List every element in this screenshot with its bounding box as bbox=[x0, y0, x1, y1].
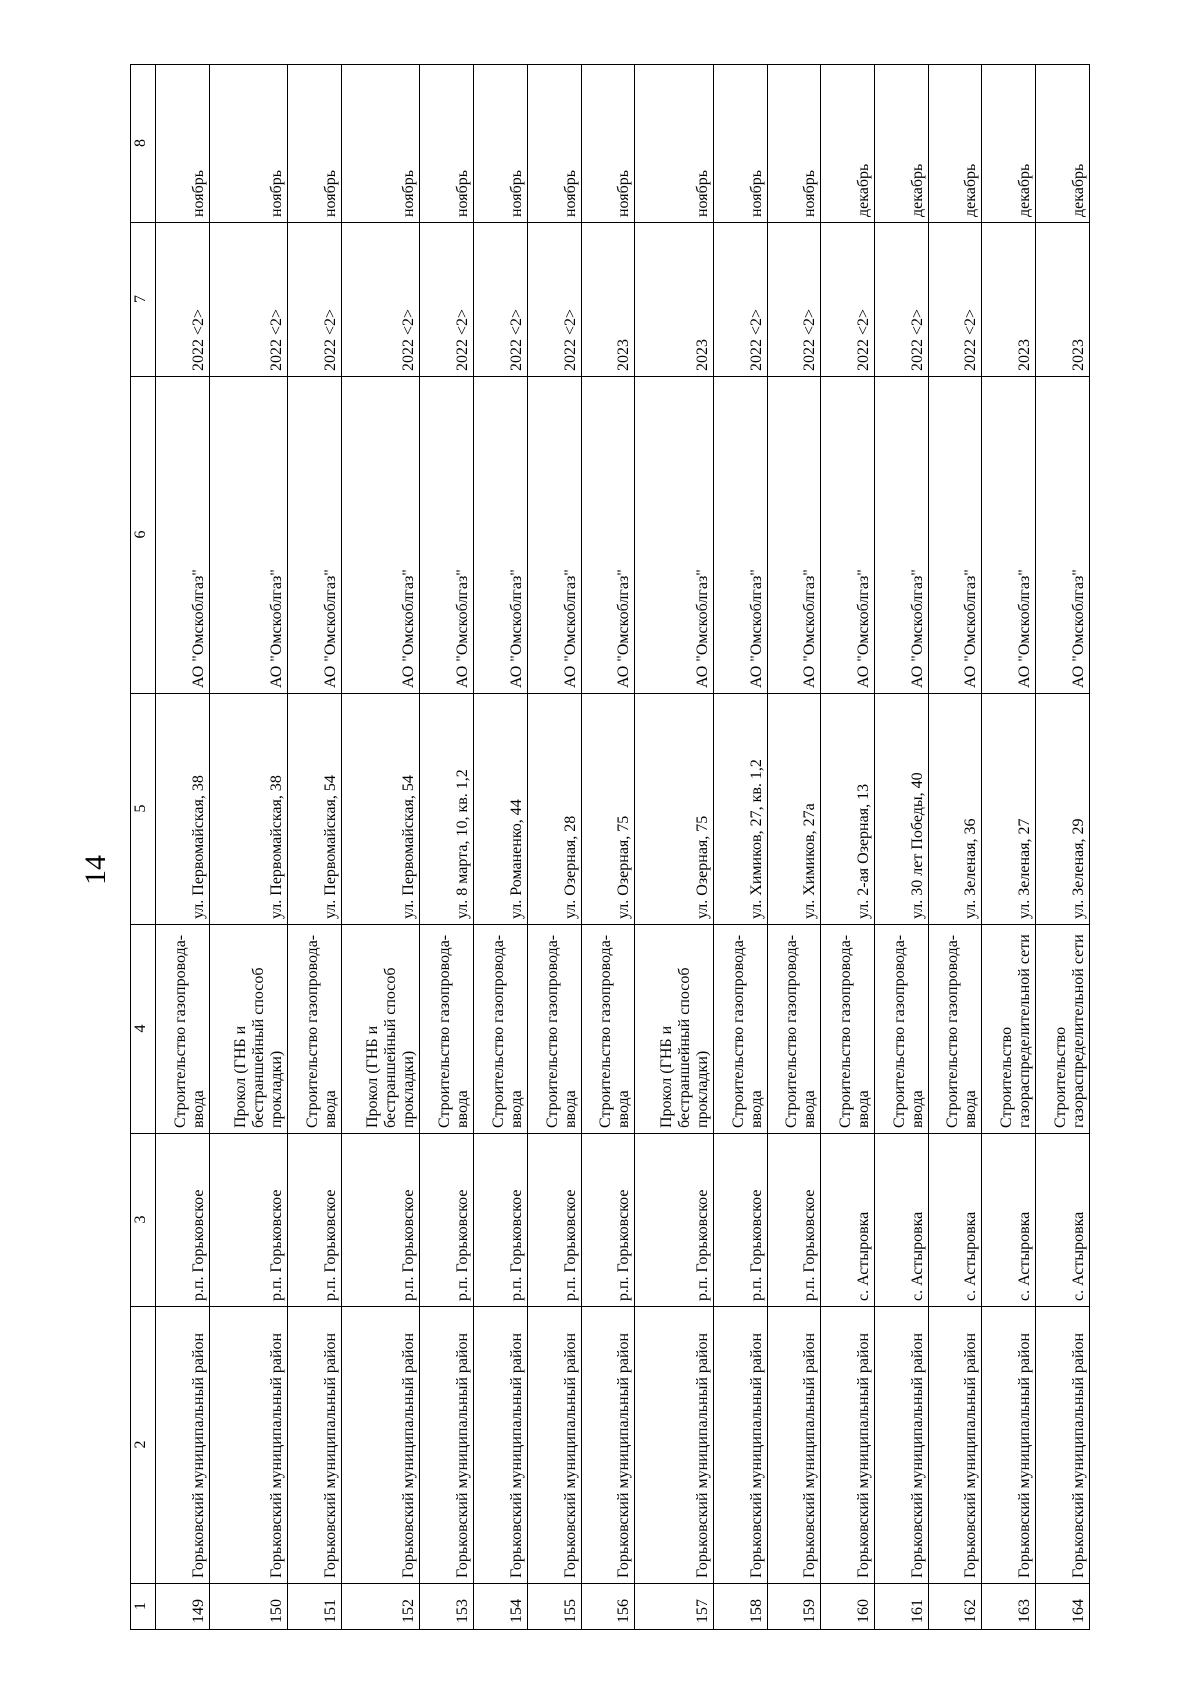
address-cell: ул. Озерная, 28 bbox=[527, 694, 581, 925]
row-number: 163 bbox=[982, 1584, 1036, 1630]
month-cell: ноябрь bbox=[635, 65, 714, 223]
header-cell: 7 bbox=[131, 223, 156, 377]
settlement-cell: р.п. Горьковское bbox=[527, 1134, 581, 1307]
district-cell: Горьковский муниципальный район bbox=[767, 1307, 821, 1584]
table-row bbox=[821, 65, 875, 1630]
year-cell: 2023 bbox=[982, 223, 1036, 377]
month-cell: ноябрь bbox=[713, 65, 767, 223]
organization-cell: АО "Омскоблгаз" bbox=[156, 377, 210, 694]
year-cell: 2023 bbox=[635, 223, 714, 377]
year-cell: 2022 <2> bbox=[767, 223, 821, 377]
settlement-cell: р.п. Горьковское bbox=[767, 1134, 821, 1307]
district-cell: Горьковский муниципальный район bbox=[1036, 1307, 1090, 1584]
settlement-cell: р.п. Горьковское bbox=[156, 1134, 210, 1307]
year-cell: 2022 <2> bbox=[341, 223, 420, 377]
district-cell: Горьковский муниципальный район bbox=[581, 1307, 635, 1584]
work-type-cell: Прокол (ГНБ и бестраншейный способ прокладки) bbox=[209, 925, 288, 1134]
settlement-cell: р.п. Горьковское bbox=[635, 1134, 714, 1307]
table-row bbox=[982, 65, 1036, 1630]
organization-cell: АО "Омскоблгаз" bbox=[581, 377, 635, 694]
work-type-cell: Строительство газопровода-ввода bbox=[767, 925, 821, 1134]
organization-cell: АО "Омскоблгаз" bbox=[875, 377, 929, 694]
work-type-cell: Строительство газораспределительной сети bbox=[982, 925, 1036, 1134]
month-cell: ноябрь bbox=[341, 65, 420, 223]
settlement-cell: с. Астыровка bbox=[928, 1134, 982, 1307]
header-cell: 5 bbox=[131, 694, 156, 925]
header-cell: 6 bbox=[131, 377, 156, 694]
table-row bbox=[635, 65, 714, 1630]
district-cell: Горьковский муниципальный район bbox=[713, 1307, 767, 1584]
month-cell: декабрь bbox=[982, 65, 1036, 223]
district-cell: Горьковский муниципальный район bbox=[474, 1307, 528, 1584]
month-cell: ноябрь bbox=[156, 65, 210, 223]
year-cell: 2022 <2> bbox=[156, 223, 210, 377]
table-row bbox=[1036, 65, 1090, 1630]
settlement-cell: р.п. Горьковское bbox=[420, 1134, 474, 1307]
month-cell: декабрь bbox=[875, 65, 929, 223]
month-cell: декабрь bbox=[928, 65, 982, 223]
year-cell: 2022 <2> bbox=[713, 223, 767, 377]
month-cell: ноябрь bbox=[209, 65, 288, 223]
district-cell: Горьковский муниципальный район bbox=[821, 1307, 875, 1584]
organization-cell: АО "Омскоблгаз" bbox=[420, 377, 474, 694]
month-cell: ноябрь bbox=[581, 65, 635, 223]
row-number: 150 bbox=[209, 1584, 288, 1630]
header-cell: 4 bbox=[131, 925, 156, 1134]
settlement-cell: р.п. Горьковское bbox=[581, 1134, 635, 1307]
address-cell: ул. Зеленая, 29 bbox=[1036, 694, 1090, 925]
gasification-schedule-table bbox=[130, 64, 1090, 1630]
table-row bbox=[713, 65, 767, 1630]
table-row bbox=[581, 65, 635, 1630]
work-type-cell: Строительство газопровода-ввода bbox=[581, 925, 635, 1134]
work-type-cell: Строительство газопровода-ввода bbox=[713, 925, 767, 1134]
district-cell: Горьковский муниципальный район bbox=[982, 1307, 1036, 1584]
organization-cell: АО "Омскоблгаз" bbox=[928, 377, 982, 694]
district-cell: Горьковский муниципальный район bbox=[156, 1307, 210, 1584]
year-cell: 2022 <2> bbox=[875, 223, 929, 377]
settlement-cell: р.п. Горьковское bbox=[288, 1134, 342, 1307]
organization-cell: АО "Омскоблгаз" bbox=[1036, 377, 1090, 694]
organization-cell: АО "Омскоблгаз" bbox=[635, 377, 714, 694]
settlement-cell: с. Астыровка bbox=[821, 1134, 875, 1307]
organization-cell: АО "Омскоблгаз" bbox=[474, 377, 528, 694]
work-type-cell: Строительство газопровода-ввода bbox=[527, 925, 581, 1134]
address-cell: ул. Химиков, 27, кв. 1,2 bbox=[713, 694, 767, 925]
district-cell: Горьковский муниципальный район bbox=[341, 1307, 420, 1584]
district-cell: Горьковский муниципальный район bbox=[875, 1307, 929, 1584]
address-cell: ул. Первомайская, 38 bbox=[209, 694, 288, 925]
month-cell: ноябрь bbox=[474, 65, 528, 223]
header-cell: 8 bbox=[131, 65, 156, 223]
table-row bbox=[209, 65, 288, 1630]
organization-cell: АО "Омскоблгаз" bbox=[713, 377, 767, 694]
settlement-cell: р.п. Горьковское bbox=[209, 1134, 288, 1307]
year-cell: 2022 <2> bbox=[420, 223, 474, 377]
row-number: 149 bbox=[156, 1584, 210, 1630]
rotated-table-container bbox=[130, 65, 1090, 1630]
row-number: 159 bbox=[767, 1584, 821, 1630]
address-cell: ул. Первомайская, 38 bbox=[156, 694, 210, 925]
year-cell: 2022 <2> bbox=[474, 223, 528, 377]
row-number: 154 bbox=[474, 1584, 528, 1630]
month-cell: ноябрь bbox=[527, 65, 581, 223]
organization-cell: АО "Омскоблгаз" bbox=[288, 377, 342, 694]
month-cell: ноябрь bbox=[420, 65, 474, 223]
settlement-cell: с. Астыровка bbox=[1036, 1134, 1090, 1307]
year-cell: 2022 <2> bbox=[928, 223, 982, 377]
month-cell: ноябрь bbox=[767, 65, 821, 223]
address-cell: ул. Химиков, 27а bbox=[767, 694, 821, 925]
work-type-cell: Строительство газопровода-ввода bbox=[420, 925, 474, 1134]
header-row bbox=[131, 65, 156, 1630]
settlement-cell: р.п. Горьковское bbox=[474, 1134, 528, 1307]
address-cell: ул. Озерная, 75 bbox=[635, 694, 714, 925]
address-cell: ул. Зеленая, 27 bbox=[982, 694, 1036, 925]
settlement-cell: с. Астыровка bbox=[982, 1134, 1036, 1307]
year-cell: 2023 bbox=[1036, 223, 1090, 377]
work-type-cell: Строительство газопровода-ввода bbox=[821, 925, 875, 1134]
month-cell: декабрь bbox=[821, 65, 875, 223]
work-type-cell: Строительство газопровода-ввода bbox=[474, 925, 528, 1134]
district-cell: Горьковский муниципальный район bbox=[635, 1307, 714, 1584]
settlement-cell: р.п. Горьковское bbox=[713, 1134, 767, 1307]
page-number: 14 bbox=[79, 855, 112, 885]
work-type-cell: Строительство газопровода-ввода bbox=[928, 925, 982, 1134]
organization-cell: АО "Омскоблгаз" bbox=[821, 377, 875, 694]
work-type-cell: Строительство газопровода-ввода bbox=[875, 925, 929, 1134]
year-cell: 2022 <2> bbox=[288, 223, 342, 377]
address-cell: ул. 8 марта, 10, кв. 1,2 bbox=[420, 694, 474, 925]
organization-cell: АО "Омскоблгаз" bbox=[209, 377, 288, 694]
table-row bbox=[767, 65, 821, 1630]
district-cell: Горьковский муниципальный район bbox=[209, 1307, 288, 1584]
row-number: 164 bbox=[1036, 1584, 1090, 1630]
year-cell: 2023 bbox=[581, 223, 635, 377]
month-cell: декабрь bbox=[1036, 65, 1090, 223]
table-row bbox=[288, 65, 342, 1630]
table-row bbox=[156, 65, 210, 1630]
organization-cell: АО "Омскоблгаз" bbox=[767, 377, 821, 694]
year-cell: 2022 <2> bbox=[209, 223, 288, 377]
row-number: 162 bbox=[928, 1584, 982, 1630]
row-number: 161 bbox=[875, 1584, 929, 1630]
row-number: 157 bbox=[635, 1584, 714, 1630]
address-cell: ул. Зеленая, 36 bbox=[928, 694, 982, 925]
row-number: 153 bbox=[420, 1584, 474, 1630]
row-number: 158 bbox=[713, 1584, 767, 1630]
organization-cell: АО "Омскоблгаз" bbox=[527, 377, 581, 694]
header-cell: 2 bbox=[131, 1307, 156, 1584]
district-cell: Горьковский муниципальный район bbox=[527, 1307, 581, 1584]
table-row bbox=[875, 65, 929, 1630]
row-number: 156 bbox=[581, 1584, 635, 1630]
row-number: 160 bbox=[821, 1584, 875, 1630]
row-number: 151 bbox=[288, 1584, 342, 1630]
year-cell: 2022 <2> bbox=[821, 223, 875, 377]
organization-cell: АО "Омскоблгаз" bbox=[982, 377, 1036, 694]
work-type-cell: Строительство газопровода-ввода bbox=[156, 925, 210, 1134]
row-number: 152 bbox=[341, 1584, 420, 1630]
work-type-cell: Прокол (ГНБ и бестраншейный способ прокладки) bbox=[635, 925, 714, 1134]
district-cell: Горьковский муниципальный район bbox=[288, 1307, 342, 1584]
address-cell: ул. 2-ая Озерная, 13 bbox=[821, 694, 875, 925]
settlement-cell: с. Астыровка bbox=[875, 1134, 929, 1307]
work-type-cell: Прокол (ГНБ и бестраншейный способ прокладки) bbox=[341, 925, 420, 1134]
district-cell: Горьковский муниципальный район bbox=[928, 1307, 982, 1584]
work-type-cell: Строительство газопровода-ввода bbox=[288, 925, 342, 1134]
row-number: 155 bbox=[527, 1584, 581, 1630]
settlement-cell: р.п. Горьковское bbox=[341, 1134, 420, 1307]
address-cell: ул. Озерная, 75 bbox=[581, 694, 635, 925]
address-cell: ул. Первомайская, 54 bbox=[288, 694, 342, 925]
header-cell: 1 bbox=[131, 1584, 156, 1630]
header-cell: 3 bbox=[131, 1134, 156, 1307]
table-row bbox=[341, 65, 420, 1630]
address-cell: ул. Романенко, 44 bbox=[474, 694, 528, 925]
organization-cell: АО "Омскоблгаз" bbox=[341, 377, 420, 694]
year-cell: 2022 <2> bbox=[527, 223, 581, 377]
work-type-cell: Строительство газораспределительной сети bbox=[1036, 925, 1090, 1134]
month-cell: ноябрь bbox=[288, 65, 342, 223]
address-cell: ул. Первомайская, 54 bbox=[341, 694, 420, 925]
table-row bbox=[474, 65, 528, 1630]
district-cell: Горьковский муниципальный район bbox=[420, 1307, 474, 1584]
table-row bbox=[928, 65, 982, 1630]
table-row bbox=[420, 65, 474, 1630]
table-row bbox=[527, 65, 581, 1630]
address-cell: ул. 30 лет Победы, 40 bbox=[875, 694, 929, 925]
